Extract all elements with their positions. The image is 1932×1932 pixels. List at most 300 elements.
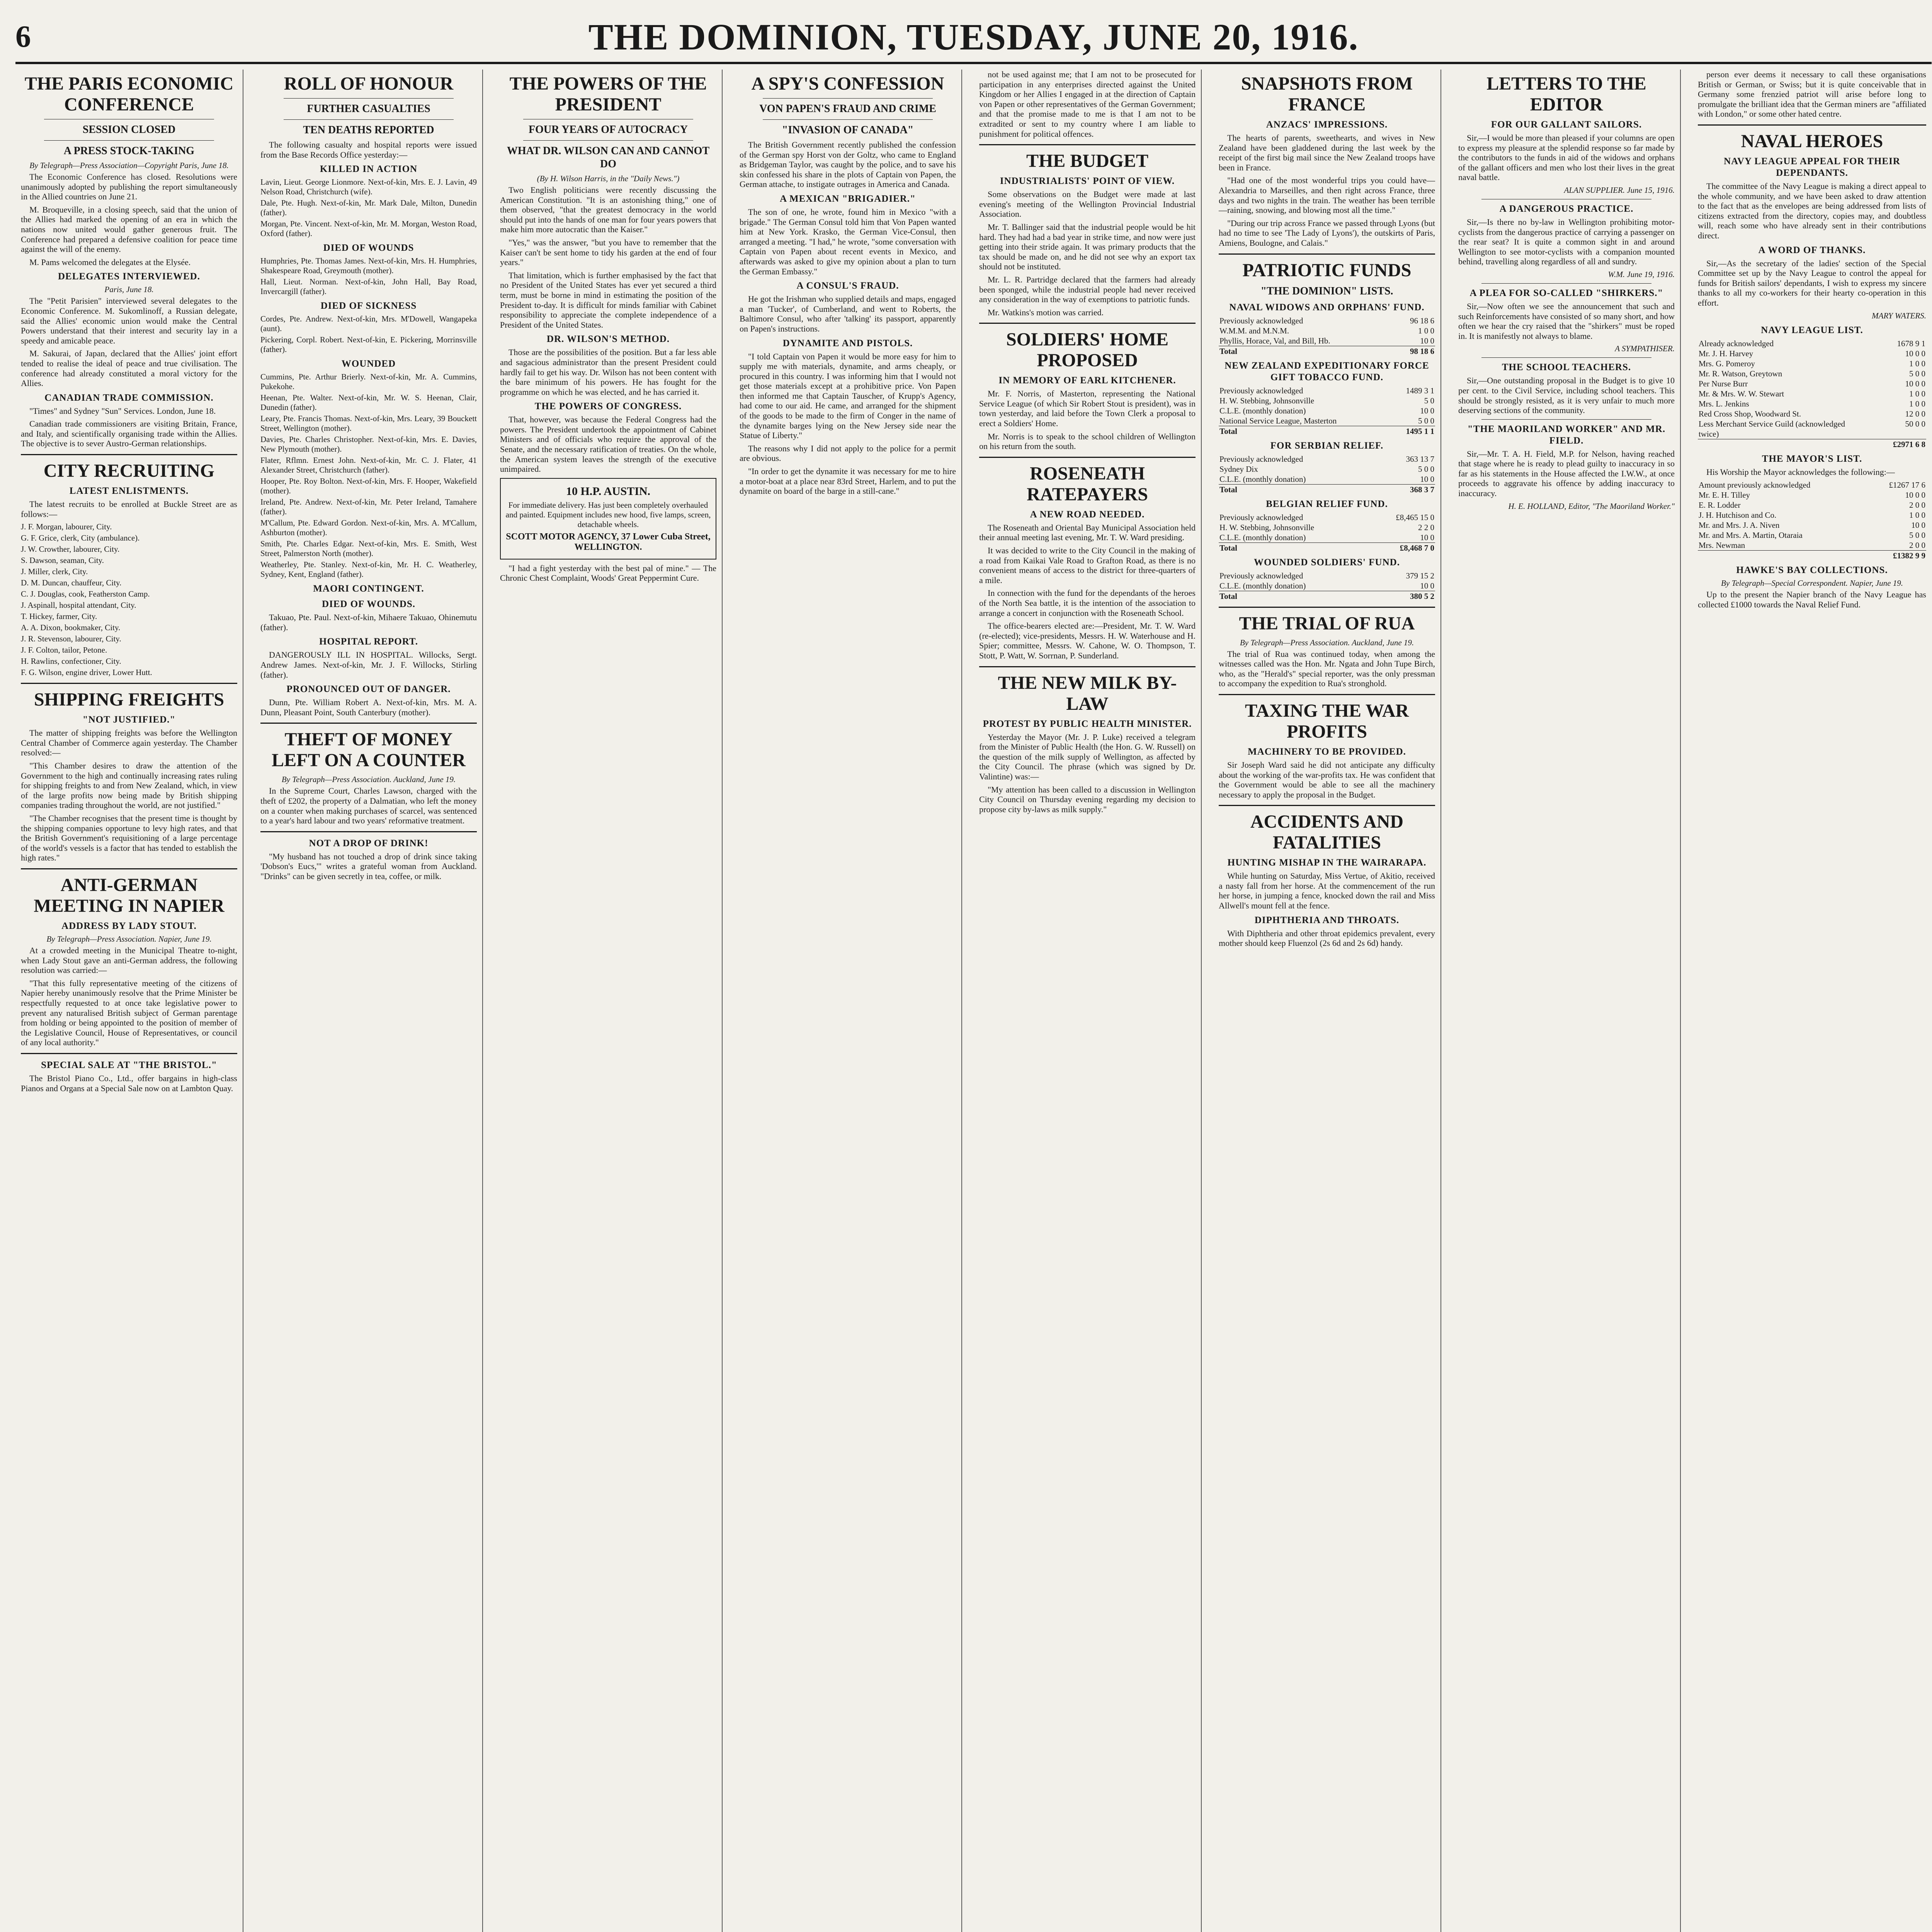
fund-amount: 5 0 0: [1909, 531, 1925, 540]
article-headline: SOLDIERS' HOME PROPOSED: [1006, 329, 1169, 371]
paragraph: M. Sakurai, of Japan, declared that the Allies' joint effort tended to realise the ideal of peace and true civilisation. The conference had already constituted a moral victory for the Allies.: [21, 349, 237, 388]
fund-amount: 5 0 0: [1418, 416, 1434, 425]
section-rule: [21, 454, 237, 455]
paragraph: "My husband has not touched a drop of drink since taking 'Dobson's Eucs,'" writes a grateful woman from Auckland. "Drinks" can be given secretly in tea, coffee, or milk.: [260, 851, 477, 881]
paragraph: "That this fully representative meeting of the citizens of Napier hereby unanimously resolve that the Prime Minister be respectfully requested to at once take legislative power to prevent any naturalised British subject of German parentage from holding or being appointed to the position of member of the Legislative Council, House of Representatives, or council of any local authority.": [21, 978, 237, 1048]
fund-amount: 1 0 0: [1909, 399, 1925, 408]
paragraph: In the Supreme Court, Charles Lawson, charged with the theft of £202, the property of a Dalmatian, who left the money on a counter when making purchases of scarcel, was sentenced to a year's hard labour and two years' reformative treatment.: [260, 786, 477, 826]
paragraph: The matter of shipping freights was before the Wellington Central Chamber of Commerce again yesterday. The Chamber resolved:—: [21, 728, 237, 758]
fund-total-label: [1698, 439, 1867, 449]
paragraph: "Yes," was the answer, "but you have to remember that the Kaiser can't be sent home to tidy his garden at the end of four years.": [500, 237, 716, 267]
list-item: F. G. Wilson, engine driver, Lower Hutt.: [21, 668, 152, 677]
fund-amount: 10 0 0: [1905, 379, 1925, 388]
table-row: [1698, 500, 1926, 510]
section-subhead: ANZACS' IMPRESSIONS.: [1266, 119, 1388, 130]
column-4: [734, 70, 962, 1932]
divider: [763, 98, 933, 99]
dateline: By Telegraph—Press Association. Auckland, June 19.: [1240, 638, 1414, 647]
fund-table: [1219, 386, 1435, 436]
paragraph: Two English politicians were recently discussing the American Constitution. "It is an astonishing thing," one of them observed, "that the greatest democracy in the world should put into the hands of one man for four years powers that make him more autocratic than the Kaiser.": [500, 185, 716, 235]
table-row: [1219, 532, 1435, 543]
fund-total-amount: 368 3 7: [1410, 485, 1434, 494]
list-item: Lavin, Lieut. George Lionmore. Next-of-kin, Mrs. E. J. Lavin, 49 Nelson Road, Christchurch (wife).: [260, 177, 477, 197]
divider: [763, 119, 933, 120]
columns: [15, 70, 1932, 1932]
section-subhead: "NOT JUSTIFIED.": [82, 714, 176, 725]
table-total-row: [1219, 346, 1435, 356]
section-subhead: DYNAMITE AND PISTOLS.: [782, 338, 913, 349]
section-rule: [1219, 805, 1435, 806]
table-total-row: [1698, 439, 1926, 449]
fund-amount: 1 0 0: [1909, 359, 1925, 368]
fund-table: [1219, 316, 1435, 356]
list-item: J. F. Morgan, labourer, City.: [21, 522, 112, 532]
table-total-row: [1219, 484, 1435, 495]
page-number: 6: [15, 20, 31, 54]
paragraph: Sir,—As the secretary of the ladies' section of the Special Committee set up by the Navy League to control the appeal for funds for British sailors' dependants, I wish to express my sincere thanks to all my co-workers for their hearty co-operation in this effort.: [1698, 258, 1926, 308]
section-subhead: DIED OF SICKNESS: [320, 301, 417, 311]
fund-donor: Less Merchant Service Guild (acknowledged twice): [1699, 419, 1845, 439]
section-rule: [1219, 607, 1435, 608]
section-rule: [979, 666, 1196, 667]
letter-signature: H. E. HOLLAND, Editor, "The Maoriland Worker.": [1508, 501, 1675, 511]
fund-total-amount: £2971 6 8: [1893, 439, 1925, 449]
fund-title: FOR SERBIAN RELIEF.: [1270, 440, 1384, 451]
article-headline: THE TRIAL OF RUA: [1239, 613, 1415, 634]
article-headline: PATRIOTIC FUNDS: [1242, 260, 1412, 281]
list-item: Ireland, Pte. Andrew. Next-of-kin, Mr. Peter Ireland, Tamahere (father).: [260, 497, 477, 517]
section-subhead: DR. WILSON'S METHOD.: [546, 334, 670, 345]
table-row: [1698, 419, 1926, 439]
fund-amount: 2 0 0: [1909, 500, 1925, 510]
fund-table: [1219, 571, 1435, 601]
fund-table: [1219, 512, 1435, 553]
fund-amount: 10 0: [1420, 336, 1434, 345]
paragraph: Up to the present the Napier branch of the Navy League has collected £1000 towards the Naval Relief Fund.: [1698, 590, 1926, 609]
dateline: By Telegraph—Press Association. Napier, June 19.: [46, 934, 212, 944]
fund-amount: £8,465 15 0: [1396, 512, 1434, 522]
fund-donor: C.L.E. (monthly donation): [1219, 406, 1306, 415]
section-subhead: MACHINERY TO BE PROVIDED.: [1248, 746, 1406, 757]
paragraph: He got the Irishman who supplied details and maps, engaged a man 'Tucker', of Cumberland, and went to Roberts, the Baltimore Consul, who after 'talking' its passport, apparently on Papen's instructions.: [740, 294, 956, 333]
article-subhead: "INVASION OF CANADA": [782, 124, 914, 136]
fund-donor: National Service League, Masterton: [1219, 416, 1337, 425]
list-item: J. W. Crowther, labourer, City.: [21, 544, 120, 554]
list-item: Cordes, Pte. Andrew. Next-of-kin, Mrs. M'Dowell, Wangapeka (aunt).: [260, 314, 477, 333]
newspaper-page: [15, 15, 1932, 1932]
fund-amount: 5 0 0: [1418, 464, 1434, 474]
divider: [284, 98, 454, 99]
section-rule: [260, 723, 477, 724]
fund-amount: 2 2 0: [1418, 522, 1434, 532]
letter-signature: W.M. June 19, 1916.: [1608, 269, 1675, 279]
dateline: By Telegraph—Special Correspondent. Napier, June 19.: [1721, 578, 1903, 588]
list-item: Pickering, Corpl. Robert. Next-of-kin, E. Pickering, Morrinsville (father).: [260, 335, 477, 354]
paragraph: His Worship the Mayor acknowledges the following:—: [1706, 467, 1895, 477]
paragraph: "This Chamber desires to draw the attention of the Government to the high and continually increasing rates ruling for shipping freights to and from New Zealand, which, in view of the large profits now being made by British shipping companies trading throughout the world, are not justified.": [21, 761, 237, 810]
column-6: [1213, 70, 1441, 1932]
paragraph: M. Pams welcomed the delegates at the Elysée.: [29, 257, 191, 267]
article-headline: THEFT OF MONEY LEFT ON A COUNTER: [272, 729, 466, 771]
fund-donor: Mrs. Newman: [1699, 541, 1745, 550]
ad-title: 10 H.P. AUSTIN.: [566, 485, 651, 498]
ad-text: "I had a fight yesterday with the best pal of mine." — The Chronic Chest Complaint, Woods' Great Peppermint Cure.: [500, 563, 716, 583]
table-row: [1219, 386, 1435, 396]
table-row: [1219, 406, 1435, 416]
section-rule: [1698, 124, 1926, 126]
fund-total-amount: 380 5 2: [1410, 591, 1434, 601]
article-subhead: SESSION CLOSED: [82, 124, 176, 136]
table-row: [1698, 510, 1926, 520]
fund-total-label: Total: [1219, 591, 1237, 601]
table-row: [1219, 522, 1435, 532]
section-subhead: DELEGATES INTERVIEWED.: [58, 271, 200, 282]
table-row: [1698, 399, 1926, 409]
paragraph: While hunting on Saturday, Miss Vertue, of Akitio, received a nasty fall from her horse. At the commencement of the run her horse, in jumping a fence, knocked down the rail and Miss Allwell's mount fell at the fence.: [1219, 871, 1435, 911]
section-subhead: PROTEST BY PUBLIC HEALTH MINISTER.: [983, 718, 1192, 729]
article-headline: THE POWERS OF THE PRESIDENT: [509, 73, 707, 115]
list-item: H. Rawlins, confectioner, City.: [21, 656, 121, 666]
divider: [284, 119, 454, 120]
list-item: T. Hickey, farmer, City.: [21, 612, 97, 621]
fund-donor: W.M.M. and M.N.M.: [1219, 326, 1289, 335]
table-row: [1219, 474, 1435, 485]
paragraph: Mr. Norris is to speak to the school children of Wellington on his return from the south.: [979, 431, 1196, 451]
fund-amount: 2 0 0: [1909, 541, 1925, 550]
paragraph: "Had one of the most wonderful trips you could have—Alexandria to Marseilles, and then right across France, three days and two nights in the train. The weather has been terrible—raining, snowing, and blowing most all the time.": [1219, 175, 1435, 215]
fund-donor: Mrs. L. Jenkins: [1699, 399, 1749, 408]
article-headline: THE PARIS ECONOMIC CONFERENCE: [24, 73, 234, 115]
fund-donor: Previously acknowledged: [1219, 512, 1303, 522]
list-item: A. A. Dixon, bookmaker, City.: [21, 623, 121, 633]
table-row: [1698, 520, 1926, 530]
section-subhead: FOR OUR GALLANT SAILORS.: [1491, 119, 1642, 130]
section-subhead: HUNTING MISHAP IN THE WAIRARAPA.: [1227, 857, 1427, 868]
table-row: [1219, 326, 1435, 336]
article-headline: A SPY'S CONFESSION: [751, 73, 944, 94]
paragraph: The son of one, he wrote, found him in Mexico "with a brigade." The German Consul told him that Von Papen wanted him at New York. Krasko, the German Vice-Consul, then arranged a meeting. "I had," he wrote, "some conversation with Captain von Papen about recent events in Mexico, and afterwards was asked to give my opinion about a plan to turn the German Embassy.": [740, 207, 956, 276]
paragraph: Mr. Watkins's motion was carried.: [988, 307, 1104, 317]
byline: (By H. Wilson Harris, in the "Daily News."): [537, 174, 680, 183]
section-subhead: MAORI CONTINGENT.: [313, 583, 424, 594]
fund-amount: 1 0 0: [1418, 326, 1434, 335]
section-subhead: A DANGEROUS PRACTICE.: [1499, 203, 1634, 214]
fund-donor: Mr. E. H. Tilley: [1699, 490, 1750, 500]
list-item: Weatherley, Pte. Stanley. Next-of-kin, Mr. H. C. Weatherley, Sydney, Kent, England (father).: [260, 560, 477, 579]
column-2: [255, 70, 483, 1932]
article-headline: SHIPPING FREIGHTS: [34, 689, 224, 710]
article-headline: LETTERS TO THE EDITOR: [1486, 73, 1646, 115]
fund-amount: 10 0: [1420, 581, 1434, 590]
paragraph: person ever deems it necessary to call these organisations British or German, or Swiss; but it is quite conceivable that in Germany some frenzied patriot will arise before long to promulgate the brilliant idea that the German miners are "affiliated with London," or some other hated centre.: [1698, 70, 1926, 119]
fund-donor: Previously acknowledged: [1219, 454, 1303, 464]
table-row: [1219, 416, 1435, 426]
article-headline: TAXING THE WAR PROFITS: [1245, 700, 1409, 742]
list-item: D. M. Duncan, chauffeur, City.: [21, 578, 122, 588]
section-subhead: PRONOUNCED OUT OF DANGER.: [286, 684, 451, 695]
section-rule: [21, 868, 237, 869]
section-subhead: INDUSTRIALISTS' POINT OF VIEW.: [1000, 176, 1175, 187]
section-subhead: A NEW ROAD NEEDED.: [1030, 509, 1145, 520]
fund-amount: 50 0 0: [1905, 419, 1925, 429]
paragraph: With Diphtheria and other throat epidemics prevalent, every mother should keep Fluenzol (2s 6d and 2s 6d) handy.: [1219, 928, 1435, 948]
section-subhead: DIED OF WOUNDS: [323, 243, 414, 253]
article-subhead: FURTHER CASUALTIES: [307, 103, 430, 115]
article-subhead: "THE DOMINION" LISTS.: [1260, 285, 1393, 297]
article-headline: ANTI-GERMAN MEETING IN NAPIER: [34, 874, 224, 916]
paragraph: The Economic Conference has closed. Resolutions were unanimously adopted by publishing the report simultaneously in the Allied countries on June 21.: [21, 172, 237, 202]
table-row: [1698, 530, 1926, 540]
dateline: Paris, June 18.: [104, 285, 154, 294]
fund-amount: 12 0 0: [1905, 409, 1925, 418]
column-1: [15, 70, 243, 1932]
fund-donor: Red Cross Shop, Woodward St.: [1699, 409, 1801, 418]
article-headline: ROLL OF HONOUR: [284, 73, 454, 94]
fund-total-amount: £1382 9 9: [1893, 551, 1925, 561]
section-subhead: LATEST ENLISTMENTS.: [69, 486, 189, 497]
paragraph: "My attention has been called to a discussion in Wellington City Council on Thursday evening regarding my decision to propose city by-laws as milk supply.": [979, 784, 1196, 814]
article-subhead: FOUR YEARS OF AUTOCRACY: [529, 124, 688, 136]
fund-amount: 5 0 0: [1909, 369, 1925, 378]
list-item: M'Callum, Pte. Edward Gordon. Next-of-kin, Mrs. A. M'Callum, Ashburton (mother).: [260, 518, 477, 537]
fund-donor: Previously acknowledged: [1219, 316, 1303, 325]
fund-donor: H. W. Stebbing, Johnsonville: [1219, 396, 1315, 405]
table-total-row: [1219, 426, 1435, 436]
fund-donor: H. W. Stebbing, Johnsonville: [1219, 522, 1315, 532]
table-row: [1698, 540, 1926, 551]
ad-body: The Bristol Piano Co., Ltd., offer bargains in high-class Pianos and Organs at a Special Sale now on at Lambton Quay.: [21, 1073, 237, 1093]
fund-donor: Mr. R. Watson, Greytown: [1699, 369, 1782, 378]
fund-amount: 10 0 0: [1905, 490, 1925, 500]
paragraph: "The Chamber recognises that the present time is thought by the shipping companies opportune to levy high rates, and that the British Government's requisitioning of a large percentage of the world's vessels is a factor that has tended to establish the high rates.": [21, 813, 237, 863]
paragraph: "Times" and Sydney "Sun" Services. London, June 18.: [29, 406, 216, 416]
fund-donor: Per Nurse Burr: [1699, 379, 1748, 388]
paragraph: Mr. F. Norris, of Masterton, representing the National Service League (of which Sir Robert Stout is president), was in town yesterday, and laid before the Town Clerk a proposal to erect a Soldiers' Home.: [979, 389, 1196, 429]
table-row: [1219, 336, 1435, 346]
paragraph: Some observations on the Budget were made at last evening's meeting of the Wellington Provincial Industrial Association.: [979, 189, 1196, 219]
list-item: Dale, Pte. Hugh. Next-of-kin, Mr. Mark Dale, Milton, Dunedin (father).: [260, 198, 477, 218]
mayor-list-table: [1698, 480, 1926, 561]
article-subhead: TEN DEATHS REPORTED: [303, 124, 434, 136]
list-item: S. Dawson, seaman, City.: [21, 556, 104, 565]
fund-donor: J. H. Hutchison and Co.: [1699, 510, 1777, 520]
paragraph: It was decided to write to the City Council in the making of a road from Kaikai Vale Road to Grafton Road, as there is no convenient means of access to the district for three-quarters of a mile.: [979, 546, 1196, 585]
section-subhead: WOUNDED: [341, 359, 396, 369]
table-row: [1219, 316, 1435, 326]
table-row: [1219, 581, 1435, 591]
fund-amount: 1 0 0: [1909, 389, 1925, 398]
article-headline: THE BUDGET: [1026, 151, 1149, 172]
paragraph: The following casualty and hospital reports were issued from the Base Records Office yesterday:—: [260, 140, 477, 160]
table-row: [1219, 454, 1435, 464]
recruit-list: [21, 522, 237, 677]
section-subhead: A PLEA FOR SO-CALLED "SHIRKERS.": [1469, 287, 1663, 298]
section-subhead: DIED OF WOUNDS.: [321, 599, 416, 610]
paragraph: "I told Captain von Papen it would be more easy for him to supply me with materials, dynamite, and arms cheaply, or procured in this country. I was informing him that I would not get those materials except at a prohibitive price. Von Papen then informed me that Captain Tauscher, of Krupp's Agency, had come to our aid. He came, and arranged for the shipment of the goods to be made to the firm of Conger in the name of the dynamite barges lying on the New Jersey side near the Statue of Liberty.": [740, 351, 956, 440]
paragraph: That, however, was because the Federal Congress had the powers. The President undertook the appointment of Cabinet Ministers and of officials who require the approval of the Senate, and the necessary ratification of treaties. On the whole, the American system leaves the strength of the executive unimpaired.: [500, 415, 716, 474]
list-item: G. F. Grice, clerk, City (ambulance).: [21, 533, 140, 543]
paragraph: The hearts of parents, sweethearts, and wives in New Zealand have been gladdened during the last week by the receipt of the first big mail since the New Zealand troops have been in France.: [1219, 133, 1435, 172]
fund-amount: £1267 17 6: [1889, 480, 1925, 490]
table-row: [1698, 359, 1926, 369]
paragraph: The committee of the Navy League is making a direct appeal to the whole community, and we have been asked to draw attention to the fact that as the envelopes are being addressed from lists of citizens extracted from the directory, copies may, and doubtless will, reach some who have already sent in their contributions direct.: [1698, 181, 1926, 240]
divider: [523, 140, 693, 141]
table-row: [1219, 396, 1435, 406]
paragraph: The "Petit Parisien" interviewed several delegates to the Economic Conference. M. Sukomlinoff, a Russian delegate, said the Allies' economic union would make the Central Powers understand that their interest and security lay in a speedy and amicable peace.: [21, 296, 237, 345]
fund-total-label: Total: [1219, 346, 1237, 356]
paragraph: At a crowded meeting in the Municipal Theatre to-night, when Lady Stout gave an anti-German address, the following resolution was carried:—: [21, 945, 237, 975]
fund-amount: 10 0: [1420, 406, 1434, 415]
section-subhead: A WORD OF THANKS.: [1758, 245, 1866, 255]
fund-total-label: Total: [1219, 485, 1237, 494]
paragraph: Sir Joseph Ward said he did not anticipate any difficulty about the working of the war-profits tax. He was confident that the Government would be able to see all the machinery necessary to apply the proposal in the Budget.: [1219, 760, 1435, 799]
section-rule: [1219, 253, 1435, 255]
ad-body: For immediate delivery. Has just been completely overhauled and painted. Equipment includes new hood, five lamps, screen, detachable wheels.: [505, 500, 711, 529]
column-8: [1692, 70, 1932, 1932]
article-subhead: A PRESS STOCK-TAKING: [63, 145, 195, 157]
paragraph: "In order to get the dynamite it was necessary for me to hire a motor-boat at a place near 83rd Street, Harlem, and to put the dynamite on board of the barge in a still-cane.": [740, 466, 956, 496]
list-item: J. Aspinall, hospital attendant, City.: [21, 600, 136, 610]
article-headline: ACCIDENTS AND FATALITIES: [1250, 811, 1404, 853]
paragraph: "During our trip across France we passed through Lyons (but had no time to see 'The Lady of Lyons'), the outskirts of Paris, Amiens, Boulogne, and Calais.": [1219, 218, 1435, 248]
fund-donor: Mr. and Mrs. A. Martin, Otaraia: [1699, 531, 1803, 540]
list-item: Hall, Lieut. Norman. Next-of-kin, John Hall, Bay Road, Invercargill (father).: [260, 277, 477, 296]
section-subhead: THE SCHOOL TEACHERS.: [1502, 362, 1631, 373]
table-row: [1698, 409, 1926, 419]
paragraph: Sir,—Is there no by-law in Wellington prohibiting motor-cyclists from the dangerous practice of carrying a passenger on the rear seat? It is quite a common sight in and around Wellington to see motor-cyclists with a companion mounted behind, travelling along regardless of all and sundry.: [1458, 217, 1675, 267]
paragraph: Those are the possibilities of the position. But a far less able and sagacious administrator than the present President could hardly fail to get his way. Dr. Wilson has not been content with the bare minimum of his powers. He has fought for the programme on which he was elected, and he has carried it.: [500, 347, 716, 397]
paragraph: Mr. T. Ballinger said that the industrial people would be hit hard. They had had a bad year in strike time, and now were just getting into their stride again. It was primary products that the tax should be made on, and he did not see why an export tax should not be instituted.: [979, 222, 1196, 272]
fund-total-label: Total: [1219, 426, 1237, 436]
fund-donor: E. R. Lodder: [1699, 500, 1741, 510]
paragraph: The Roseneath and Oriental Bay Municipal Association held their annual meeting last evening, Mr. T. W. Ward presiding.: [979, 522, 1196, 543]
table-row: [1698, 338, 1926, 349]
fund-donor: C.L.E. (monthly donation): [1219, 581, 1306, 590]
casualty-list: [260, 177, 477, 238]
paragraph: Mr. L. R. Partridge declared that the farmers had already been sponged, while the industrial people had never received any consideration in the way of exemptions to patriotic funds.: [979, 274, 1196, 304]
paragraph: The British Government recently published the confession of the German spy Horst von der Goltz, who came to England as Bridgeman Taylor, was caught by the police, and to save his skin confessed his share in the plots of Captain von Papen, the German attache, to instigate outrages in America and Canada.: [740, 140, 956, 189]
casualty-list: [260, 256, 477, 296]
section-rule: [21, 683, 237, 684]
paragraph: DANGEROUSLY ILL IN HOSPITAL. Willocks, Sergt. Andrew James. Next-of-kin, Mr. J. F. Willocks, Stirling (father).: [260, 650, 477, 680]
article-headline: ROSENEATH RATEPAYERS: [1027, 463, 1148, 505]
article-headline: SNAPSHOTS FROM FRANCE: [1241, 73, 1413, 115]
paragraph: Dunn, Pte. William Robert A. Next-of-kin, Mrs. M. A. Dunn, Pleasant Point, South Canterbury (mother).: [260, 697, 477, 717]
letter-signature: ALAN SUPPLIER. June 15, 1916.: [1564, 185, 1675, 195]
list-item: Humphries, Pte. Thomas James. Next-of-kin, Mrs. H. Humphries, Shakespeare Road, Greymouth (mother).: [260, 256, 477, 276]
advertisement: [500, 478, 716, 560]
section-rule: [979, 144, 1196, 145]
section-subhead: KILLED IN ACTION: [320, 164, 418, 175]
paragraph: That limitation, which is further emphasised by the fact that no President of the United States has ever yet secured a third term, must be borne in mind in estimating the position of the President to-day. It is difficult for minds familiar with Cabinet responsibility to appreciate the complete independence of a President of the United States.: [500, 270, 716, 330]
dateline: By Telegraph—Press Association. Auckland, June 19.: [281, 775, 456, 784]
table-row: [1698, 349, 1926, 359]
section-subhead: THE MAYOR'S LIST.: [1762, 453, 1862, 464]
paragraph: Sir,—Now often we see the announcement that such and such Reinforcements have consisted of so many short, and how often we hear the cry raised that the "shirkers" must be roped in. It is manifestly not always to blame.: [1458, 301, 1675, 341]
table-total-row: [1698, 551, 1926, 561]
section-subhead: A CONSUL'S FRAUD.: [796, 281, 899, 291]
fund-total-label: Total: [1219, 543, 1237, 553]
section-rule: [21, 1053, 237, 1054]
section-subhead: A MEXICAN "BRIGADIER.": [780, 193, 916, 204]
table-row: [1698, 369, 1926, 379]
article-subhead: VON PAPEN'S FRAUD AND CRIME: [759, 103, 936, 115]
fund-donor: Already acknowledged: [1699, 338, 1774, 348]
fund-title: WOUNDED SOLDIERS' FUND.: [1254, 557, 1400, 568]
section-subhead: NAVY LEAGUE LIST.: [1761, 325, 1863, 335]
paragraph: In connection with the fund for the dependants of the heroes of the North Sea battle, it is the intention of the association to arrange a concert in conjunction with the Roseneath School.: [979, 588, 1196, 618]
masthead: [15, 15, 1932, 64]
divider: [1481, 419, 1651, 420]
column-3: [495, 70, 723, 1932]
section-rule: [979, 457, 1196, 458]
fund-title: BELGIAN RELIEF FUND.: [1266, 498, 1388, 509]
section-subhead: ADDRESS BY LADY STOUT.: [61, 920, 197, 931]
list-item: Morgan, Pte. Vincent. Next-of-kin, Mr. M. Morgan, Weston Road, Oxford (father).: [260, 219, 477, 238]
paragraph: Canadian trade commissioners are visiting Britain, France, and Italy, and scientifically organising trade within the Allies. The objective is to sever Austro-German relationships.: [21, 419, 237, 449]
fund-donor: Mrs. G. Pomeroy: [1699, 359, 1755, 368]
fund-title: NAVAL WIDOWS AND ORPHANS' FUND.: [1229, 302, 1425, 313]
paragraph: Sir,—Mr. T. A. H. Field, M.P. for Nelson, having reached that stage where he is ready to plead guilty to inaccuracy in so far as his statements in the House affected the I.W.W., at once proceeds to aggravate his offence by adding inaccuracy to inaccuracy.: [1458, 449, 1675, 498]
table-total-row: [1219, 543, 1435, 553]
section-subhead: "THE MAORILAND WORKER" AND MR. FIELD.: [1467, 423, 1666, 446]
section-subhead: DIPHTHERIA AND THROATS.: [1254, 915, 1400, 925]
navy-league-table: [1698, 338, 1926, 449]
table-row: [1219, 512, 1435, 522]
fund-total-label: [1698, 551, 1867, 561]
column-5: [974, 70, 1202, 1932]
list-item: Heenan, Pte. Walter. Next-of-kin, Mr. W. S. Heenan, Clair, Dunedin (father).: [260, 393, 477, 412]
paragraph: The latest recruits to be enrolled at Buckle Street are as follows:—: [21, 499, 237, 519]
fund-donor: Amount previously acknowledged: [1699, 480, 1811, 490]
fund-amount: 1678 9 1: [1897, 338, 1925, 348]
fund-donor: C.L.E. (monthly donation): [1219, 532, 1306, 542]
list-item: C. J. Douglas, cook, Featherston Camp.: [21, 589, 150, 599]
section-subhead: HAWKE'S BAY COLLECTIONS.: [1736, 565, 1888, 576]
column-7: [1453, 70, 1681, 1932]
section-subhead: IN MEMORY OF EARL KITCHENER.: [998, 375, 1176, 386]
letter-signature: A SYMPATHISER.: [1615, 344, 1675, 354]
list-item: Smith, Pte. Charles Edgar. Next-of-kin, Mrs. E. Smith, West Street, Palmerston North (mother).: [260, 539, 477, 558]
fund-amount: 379 15 2: [1406, 571, 1434, 580]
article-headline: CITY RECRUITING: [43, 461, 215, 481]
casualty-list: [260, 314, 477, 354]
fund-amount: 1489 3 1: [1406, 386, 1434, 395]
list-item: Flater, Rflmn. Ernest John. Next-of-kin, Mr. C. J. Flater, 41 Alexander Street, Christchurch (father).: [260, 456, 477, 475]
fund-amount: 5 0: [1424, 396, 1434, 405]
fund-donor: C.L.E. (monthly donation): [1219, 474, 1306, 484]
fund-donor: Mr. and Mrs. J. A. Niven: [1699, 520, 1780, 530]
fund-total-amount: £8,468 7 0: [1400, 543, 1434, 553]
table-row: [1698, 379, 1926, 389]
list-item: J. R. Stevenson, labourer, City.: [21, 634, 121, 644]
list-item: J. F. Colton, tailor, Petone.: [21, 645, 107, 655]
section-subhead: NAVY LEAGUE APPEAL FOR THEIR DEPENDANTS.: [1724, 156, 1900, 178]
section-rule: [979, 323, 1196, 324]
ad-title: SPECIAL SALE AT "THE BRISTOL.": [41, 1060, 217, 1070]
table-row: [1219, 464, 1435, 474]
fund-donor: Phyllis, Horace, Val, and Bill, Hb.: [1219, 336, 1330, 345]
table-row: [1698, 490, 1926, 500]
paragraph: The reasons why I did not apply to the police for a permit are obvious.: [740, 443, 956, 463]
letter-signature: MARY WATERS.: [1872, 311, 1926, 320]
divider: [44, 140, 214, 141]
fund-donor: Mr. J. H. Harvey: [1699, 349, 1753, 358]
fund-amount: 1 0 0: [1909, 510, 1925, 520]
ad-firm: SCOTT MOTOR AGENCY, 37 Lower Cuba Street, WELLINGTON.: [506, 531, 711, 552]
table-row: [1698, 480, 1926, 490]
table-total-row: [1219, 591, 1435, 601]
